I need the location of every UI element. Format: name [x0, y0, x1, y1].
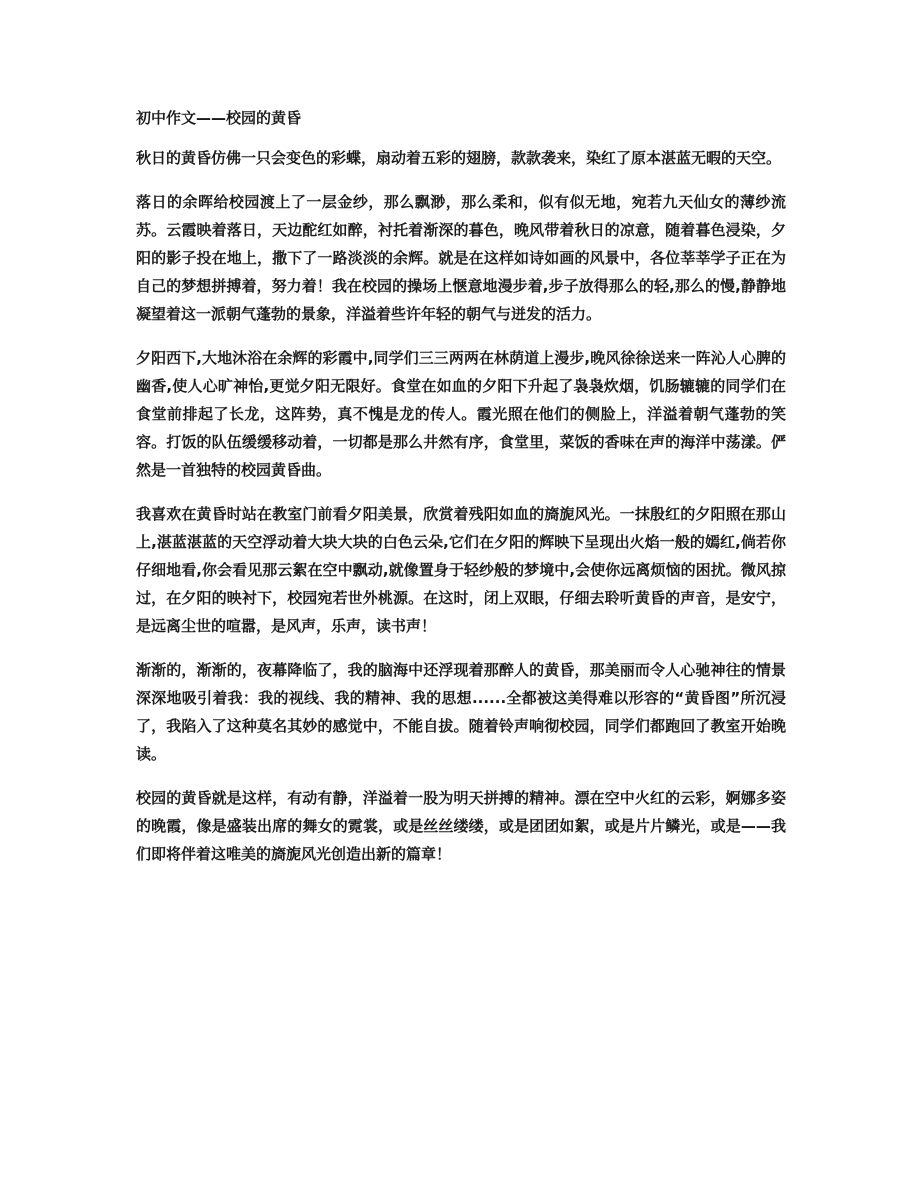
- paragraph-5: 渐渐的，渐渐的，夜幕降临了，我的脑海中还浮现着那醉人的黄昏，那美丽而令人心驰神往的情景深深地吸引着我：我的视线、我的精神、我的思想......全都被这美得难以形容的“黄昏图”所沉浸了，我陷入了这种莫名其妙的感觉中，不能自拔。随着铃声响彻校园，同学们都跑回了教室开始晚读。: [136, 661, 786, 763]
- document-body: [136, 104, 786, 884]
- paragraph-3: 夕阳西下,大地沐浴在余辉的彩霞中,同学们三三两两在林荫道上漫步,晚风徐徐送来一阵沁人心脾的幽香,使人心旷神怡,更觉夕阳无限好。食堂在如血的夕阳下升起了袅袅炊烟，饥肠辘辘的同学们在食堂前排起了长龙，这阵势，真不愧是龙的传人。霞光照在他们的侧脸上，洋溢着朝气蓬勃的笑容。打饭的队伍缓缓移动着，一切都是那么井然有序，食堂里，菜饭的香味在声的海洋中荡漾。俨然是一首独特的校园黄昏曲。: [136, 349, 786, 479]
- document-title: 初中作文——校园的黄昏: [136, 109, 302, 127]
- paragraph-4: 我喜欢在黄昏时站在教室门前看夕阳美景，欣赏着残阳如血的旖旎风光。一抹殷红的夕阳照在那山上,湛蓝湛蓝的天空浮动着大块大块的白色云朵,它们在夕阳的辉映下呈现出火焰一般的嫣红,倘若你仔细地看,你会看见那云絮在空中飘动,就像置身于轻纱般的梦境中,会使你远离烦恼的困扰。微风掠过，在夕阳的映衬下，校园宛若世外桃源。在这时，闭上双眼，仔细去聆听黄昏的声音，是安宁，是远离尘世的喧嚣，是风声，乐声，读书声！: [136, 505, 786, 635]
- paragraph-6: 校园的黄昏就是这样，有动有静，洋溢着一股为明天拼搏的精神。漂在空中火红的云彩，婀娜多姿的晚霞，像是盛装出席的舞女的霓裳，或是丝丝缕缕，或是团团如絮，或是片片鳞光，或是——我们即将伴着这唯美的旖旎风光创造出新的篇章！: [136, 789, 786, 863]
- paragraph-1: 秋日的黄昏仿佛一只会变色的彩蝶，扇动着五彩的翅膀，款款袭来，染红了原本湛蓝无暇的天空。: [136, 149, 782, 167]
- paragraph-2: 落日的余晖给校园渡上了一层金纱，那么飘渺，那么柔和，似有似无地，宛若九天仙女的薄纱流苏。云霞映着落日，天边酡红如醉，衬托着渐深的暮色，晚风带着秋日的凉意，随着暮色浸染，夕阳的影子投在地上，撒下了一路淡淡的余辉。就是在这样如诗如画的风景中，各位莘莘学子正在为自己的梦想拼搏着，努力着！我在校园的操场上惬意地漫步着,步子放得那么的轻,那么的慢,静静地凝望着这一派朝气蓬勃的景象，洋溢着些许年轻的朝气与迸发的活力。: [136, 193, 786, 323]
